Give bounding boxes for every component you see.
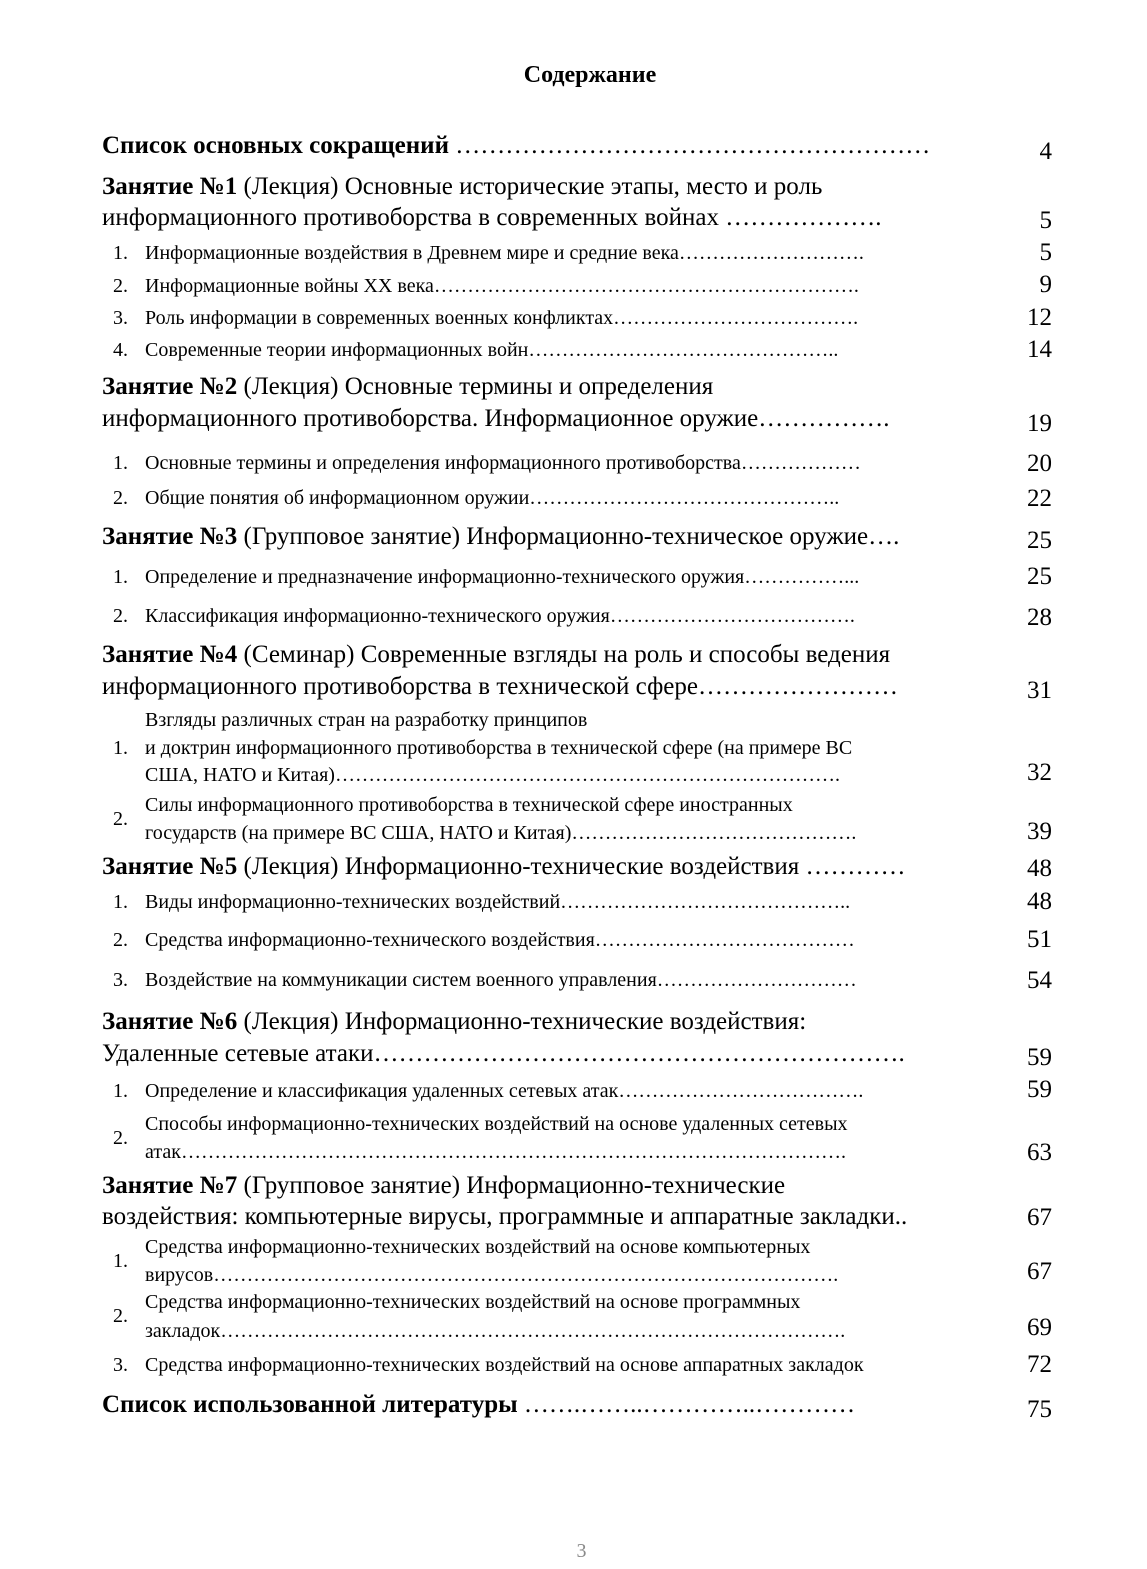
item-number: 2. <box>113 1305 128 1327</box>
lesson-5-title: Информационно-технические воздействия ………… <box>338 853 906 880</box>
toc-item-page: 59 <box>1027 1076 1052 1103</box>
toc-item-page: 67 <box>1027 1258 1052 1285</box>
lesson-2-type: (Лекция) <box>237 373 339 400</box>
toc-item-page: 54 <box>1027 967 1052 994</box>
toc-abbreviations <box>102 132 930 160</box>
lesson-2-title: Основные термины и определения <box>338 373 714 400</box>
toc-item-text: Информационные воздействия в Древнем мире и средние века………………………. <box>145 242 864 264</box>
lesson-2-head: Занятие №2 <box>102 373 238 400</box>
toc-item-text: Воздействие на коммуникации систем военного управления………………………… <box>145 969 857 991</box>
item-number: 1. <box>113 1250 128 1272</box>
toc-item-page: 25 <box>1027 563 1052 590</box>
item-number: 2. <box>113 487 128 509</box>
lesson-2-line-1 <box>102 373 713 401</box>
toc-item-text: Роль информации в современных военных конфликтах………………………………. <box>145 307 859 329</box>
lesson-3-type: (Групповое занятие) <box>237 523 461 550</box>
toc-item-text: Информационные войны XX века………………………………………………………. <box>145 275 859 297</box>
toc-item-text: Определение и классификация удаленных сетевых атак………………………………. <box>145 1080 864 1102</box>
toc-item-text: Способы информационно-технических воздействий на основе удаленных сетевых <box>145 1113 848 1135</box>
lesson-1-head: Занятие №1 <box>102 173 238 200</box>
item-number: 1. <box>113 737 128 759</box>
toc-item-text: государств (на примере ВС США, НАТО и Китая)……………………………………. <box>145 822 857 844</box>
lesson-1-line-2: информационного противоборства в современных войнах ………………. <box>102 204 882 231</box>
toc-item-page: 39 <box>1027 818 1052 845</box>
lesson-7-head: Занятие №7 <box>102 1172 238 1199</box>
toc-item-text: Классификация информационно-технического оружия………………………………. <box>145 605 855 627</box>
toc-item-text: вирусов…………………………………………………………………………………. <box>145 1264 839 1286</box>
toc-literature <box>102 1391 855 1419</box>
toc-item-text: Средства информационно-технических воздействий на основе программных <box>145 1291 801 1313</box>
lesson-2-line-2: информационного противоборства. Информационное оружие……………. <box>102 405 890 432</box>
lesson-5-line-1 <box>102 853 905 881</box>
lesson-3-title: Информационно-техническое оружие…. <box>460 523 900 550</box>
toc-item-text: закладок…………………………………………………………………………………. <box>145 1320 846 1342</box>
item-number: 3. <box>113 1354 128 1376</box>
toc-item-text: Определение и предназначение информационно-технического оружия……………... <box>145 566 860 588</box>
lesson-6-page: 59 <box>1027 1044 1052 1071</box>
lesson-4-line-2: информационного противоборства в технической сфере…………………… <box>102 673 898 700</box>
lesson-1-type: (Лекция) <box>237 173 339 200</box>
item-number: 4. <box>113 339 128 361</box>
lesson-7-page: 67 <box>1027 1204 1052 1231</box>
lesson-3-head: Занятие №3 <box>102 523 238 550</box>
lesson-5-head: Занятие №5 <box>102 853 238 880</box>
toc-item-page: 69 <box>1027 1314 1052 1341</box>
item-number: 1. <box>113 566 128 588</box>
lesson-6-head: Занятие №6 <box>102 1008 238 1035</box>
lesson-5-page: 48 <box>1027 855 1052 882</box>
lesson-3-line-1 <box>102 523 899 551</box>
lesson-1-page: 5 <box>1039 207 1052 234</box>
lesson-4-head: Занятие №4 <box>102 641 238 668</box>
lesson-7-title: Информационно-технические <box>460 1172 786 1199</box>
lesson-1-title: Основные исторические этапы, место и роль <box>338 173 823 200</box>
toc-item-page: 5 <box>1039 239 1052 266</box>
toc-item-text: Взгляды различных стран на разработку принципов <box>145 709 588 731</box>
toc-item-page: 20 <box>1027 450 1052 477</box>
toc-item-page: 48 <box>1027 888 1052 915</box>
toc-item-page: 9 <box>1039 271 1052 298</box>
lesson-4-page: 31 <box>1027 677 1052 704</box>
toc-item-page: 63 <box>1027 1139 1052 1166</box>
lesson-5-type: (Лекция) <box>237 853 339 880</box>
item-number: 3. <box>113 969 128 991</box>
lesson-6-line-1 <box>102 1008 806 1036</box>
toc-item-text: США, НАТО и Китая)…………………………………………………………………. <box>145 764 840 786</box>
toc-item-text: Общие понятия об информационном оружии……………………………………….. <box>145 487 840 509</box>
toc-item-page: 22 <box>1027 485 1052 512</box>
page-title: Содержание <box>523 62 657 88</box>
toc-item-text: Средства информационно-технических воздействий на основе аппаратных закладок <box>145 1354 864 1376</box>
toc-item-page: 28 <box>1027 604 1052 631</box>
toc-item-page: 32 <box>1027 759 1052 786</box>
literature-page: 75 <box>1027 1396 1052 1423</box>
lesson-6-line-2: Удаленные сетевые атаки………………………………………………………. <box>102 1040 905 1067</box>
item-number: 1. <box>113 452 128 474</box>
toc-item-text: Силы информационного противоборства в технической сфере иностранных <box>145 794 793 816</box>
lesson-7-type: (Групповое занятие) <box>237 1172 461 1199</box>
lesson-4-title: Современные взгляды на роль и способы ведения <box>354 641 891 668</box>
abbreviations-page: 4 <box>1039 138 1052 165</box>
item-number: 1. <box>113 891 128 913</box>
lesson-1-line-1 <box>102 173 822 201</box>
lesson-4-line-1 <box>102 641 890 669</box>
item-number: 2. <box>113 808 128 830</box>
toc-item-text: и доктрин информационного противоборства в технической сфере (на примере ВС <box>145 737 853 759</box>
lesson-4-type: (Семинар) <box>237 641 355 668</box>
item-number: 2. <box>113 1127 128 1149</box>
lesson-7-line-1 <box>102 1172 785 1200</box>
toc-item-page: 12 <box>1027 304 1052 331</box>
toc-item-text: Основные термины и определения информационного противоборства……………… <box>145 452 861 474</box>
item-number: 2. <box>113 605 128 627</box>
lesson-6-title: Информационно-технические воздействия: <box>338 1008 807 1035</box>
toc-item-text: атак………………………………………………………………………………………. <box>145 1141 846 1163</box>
toc-item-page: 51 <box>1027 926 1052 953</box>
literature-label: Список использованной литературы <box>102 1391 518 1418</box>
item-number: 2. <box>113 929 128 951</box>
item-number: 1. <box>113 1080 128 1102</box>
lesson-6-type: (Лекция) <box>237 1008 339 1035</box>
page-number: 3 <box>576 1540 587 1562</box>
toc-item-text: Виды информационно-технических воздействий…………………………………….. <box>145 891 851 913</box>
toc-item-text: Средства информационно-технического воздействия………………………………… <box>145 929 855 951</box>
toc-item-text: Средства информационно-технических воздействий на основе компьютерных <box>145 1236 811 1258</box>
abbreviations-dots: ………………………………………………… <box>449 132 931 159</box>
toc-item-text: Современные теории информационных войн……………………………………….. <box>145 339 839 361</box>
item-number: 2. <box>113 275 128 297</box>
toc-item-page: 72 <box>1027 1351 1052 1378</box>
item-number: 1. <box>113 242 128 264</box>
literature-dots: …….……..…………..………… <box>517 1391 856 1418</box>
toc-item-page: 14 <box>1027 336 1052 363</box>
abbreviations-label: Список основных сокращений <box>102 132 449 159</box>
lesson-2-page: 19 <box>1027 410 1052 437</box>
lesson-3-page: 25 <box>1027 527 1052 554</box>
lesson-7-line-2: воздействия: компьютерные вирусы, программные и аппаратные закладки.. <box>102 1203 908 1230</box>
item-number: 3. <box>113 307 128 329</box>
